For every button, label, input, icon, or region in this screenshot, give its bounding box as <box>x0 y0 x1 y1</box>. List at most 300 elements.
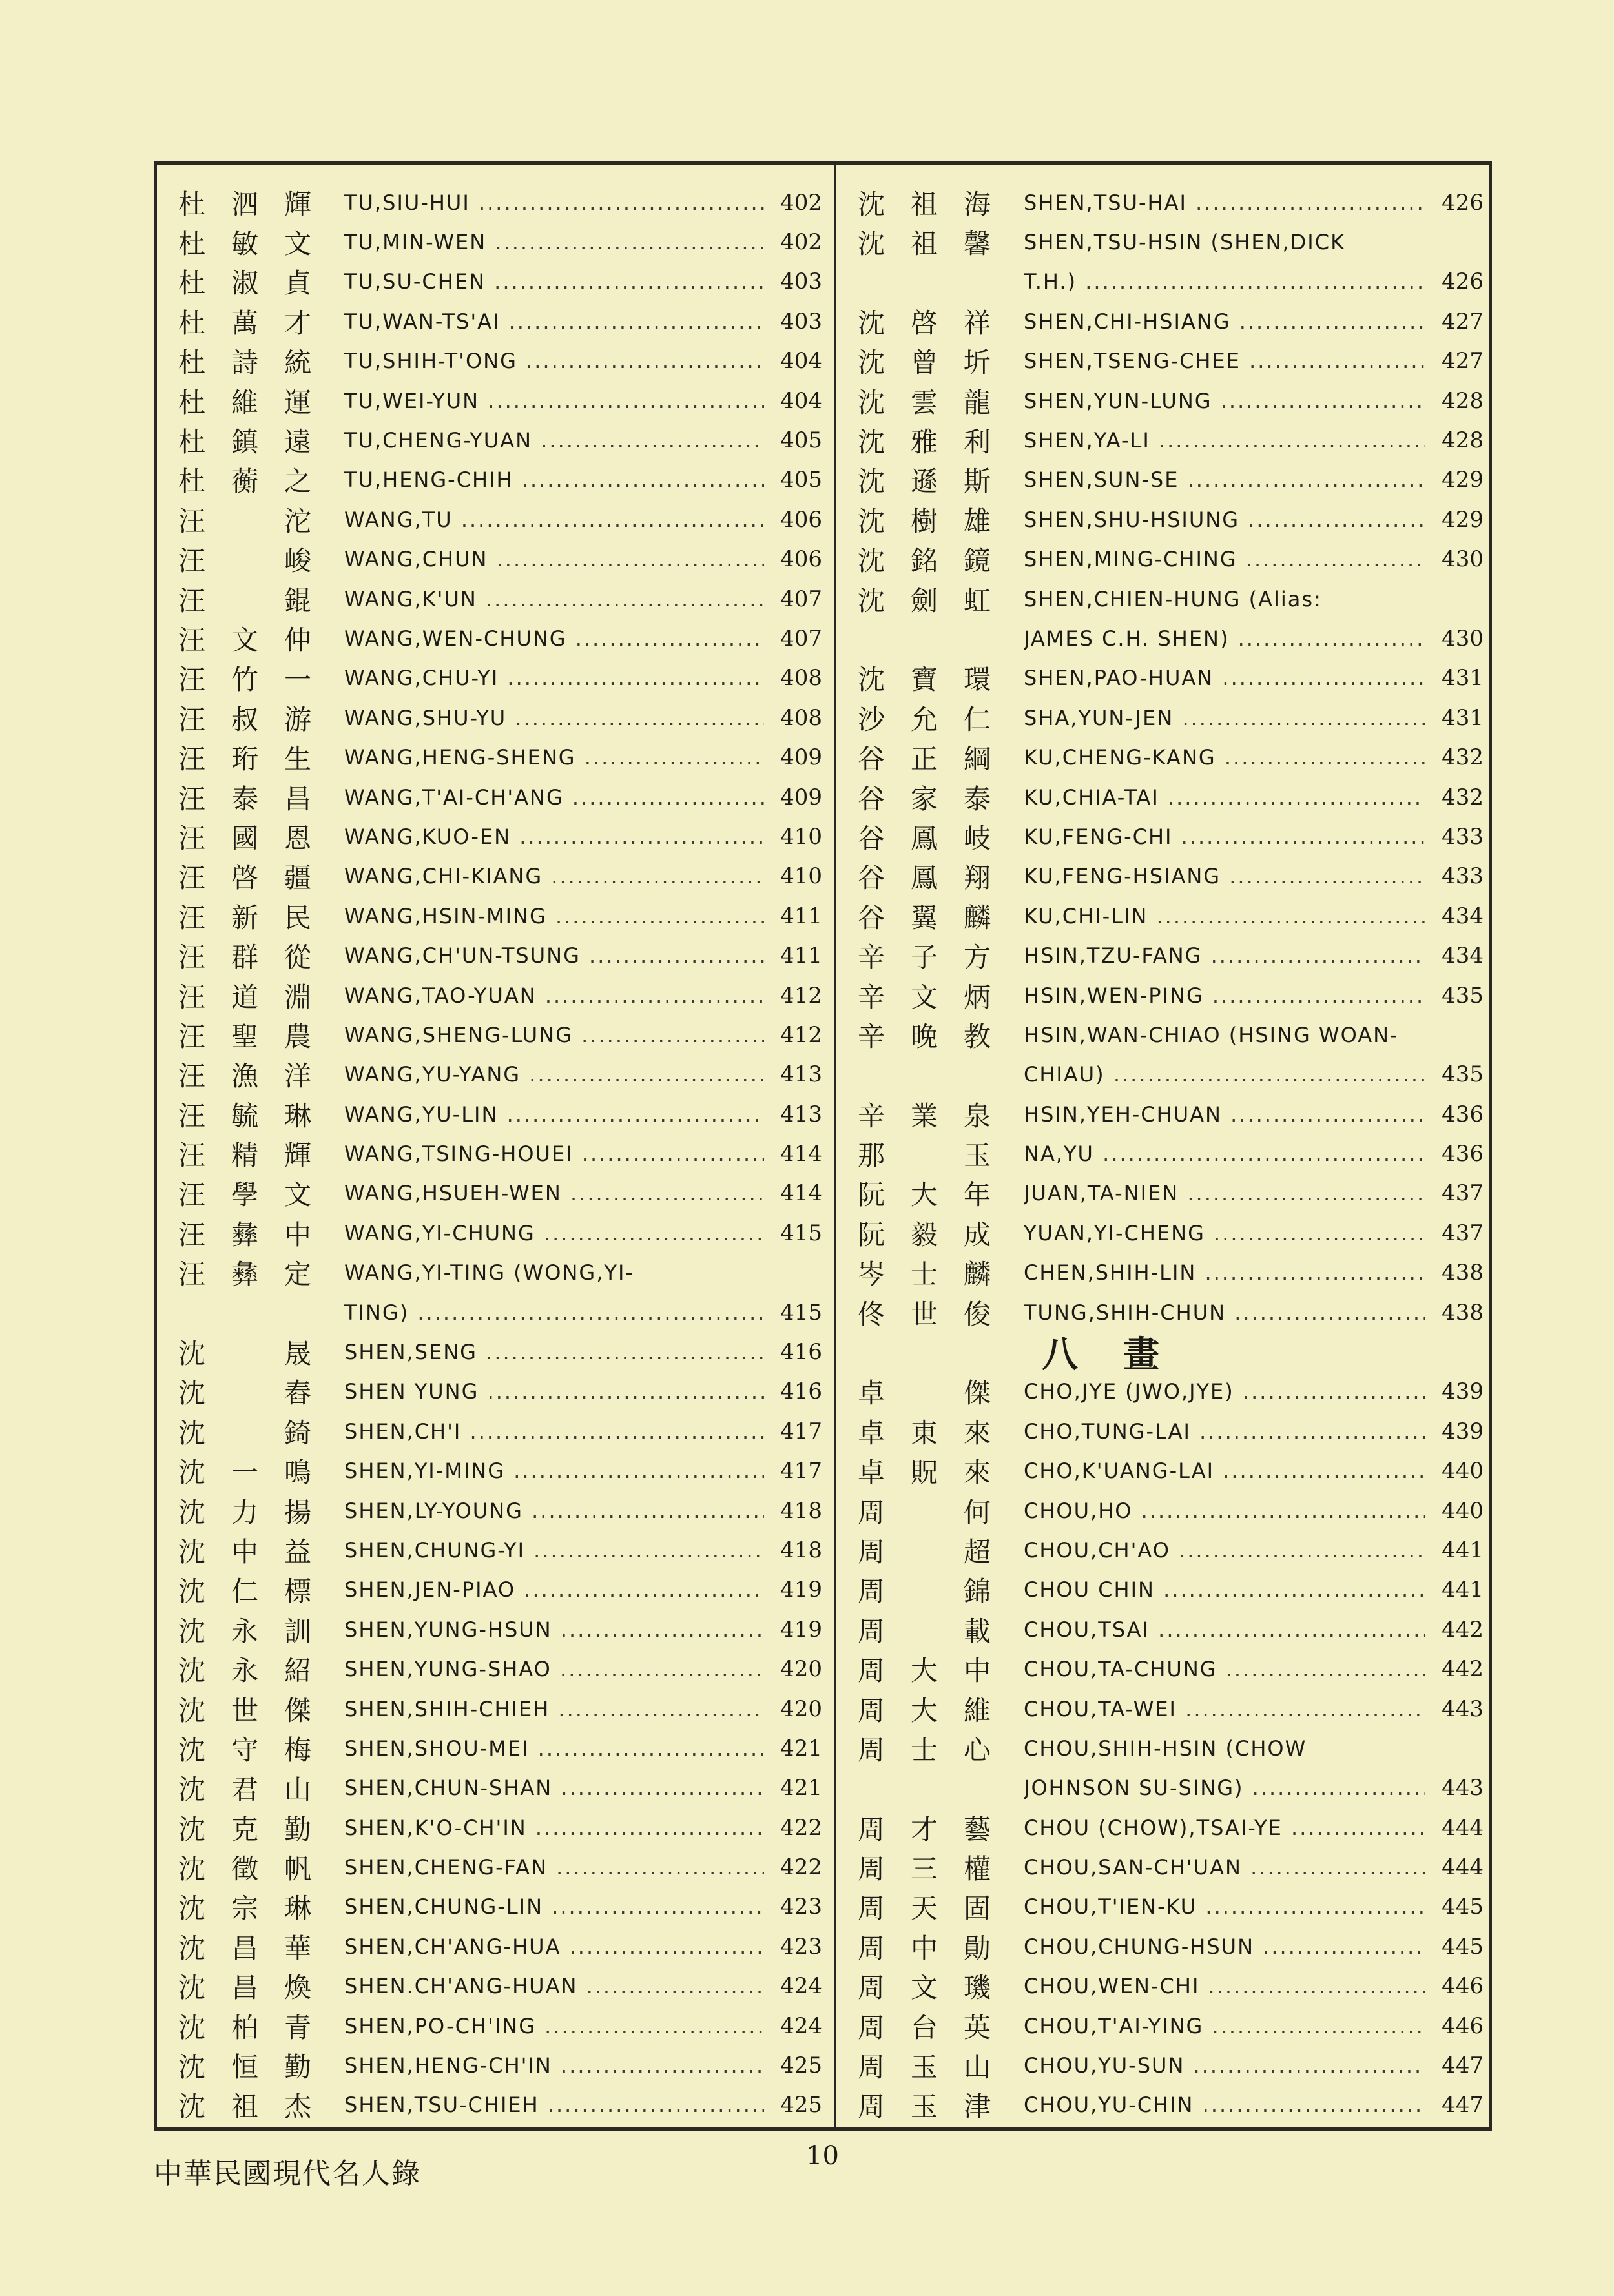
index-entry <box>836 737 1495 777</box>
chinese-name <box>157 1016 344 1054</box>
romanized-name: CHOU,YU-CHIN ..... <box>1024 2093 1425 2117</box>
chinese-char: 谷 <box>857 743 885 775</box>
chinese-char: 才 <box>910 1813 938 1845</box>
chinese-char: 周 <box>857 2091 885 2123</box>
chinese-char: 士 <box>910 1734 938 1766</box>
chinese-char: 汪 <box>178 1218 205 1251</box>
romanized-name: SHEN,TSU-CHIEH ..... <box>344 2093 764 2117</box>
chinese-char: 中 <box>284 1218 311 1251</box>
chinese-name <box>836 1570 1024 1609</box>
chinese-char: 祖 <box>231 2091 258 2123</box>
chinese-name <box>836 778 1024 817</box>
chinese-char: 沈 <box>857 386 885 418</box>
page-ref: 403 <box>780 269 822 295</box>
chinese-char: 中 <box>963 1655 991 1687</box>
chinese-char: 沈 <box>178 1813 205 1845</box>
romanized-name: TUNG,SHIH-CHUN ..... <box>1024 1300 1425 1325</box>
chinese-char: 漁 <box>231 1060 258 1092</box>
page-ref: 423 <box>780 1894 822 1920</box>
chinese-char: 劍 <box>910 584 938 617</box>
romanized-name: WANG,YI-TING (WONG,YI- <box>344 1260 634 1286</box>
chinese-char: 鎮 <box>231 426 258 458</box>
page-ref: 419 <box>780 1616 822 1643</box>
chinese-name <box>836 1214 1024 1253</box>
index-entry <box>836 1451 1495 1491</box>
index-entry <box>157 619 834 658</box>
page-ref: 430 <box>1442 546 1484 573</box>
chinese-char: 周 <box>857 1892 885 1925</box>
chinese-name <box>836 1531 1024 1570</box>
romanized-name: WANG,YU-LIN ..... <box>344 1102 764 1127</box>
romanized-name: HSIN,YEH-CHUAN ..... <box>1024 1102 1425 1127</box>
romanized-name: WANG,CHUN ..... <box>344 547 764 571</box>
chinese-char: 生 <box>284 743 311 775</box>
romanized-name: WANG,HSUEH-WEN ..... <box>344 1181 764 1205</box>
romanized-name: SHEN.CH'ANG-HUAN ..... <box>344 1974 764 1998</box>
chinese-char: 錡 <box>284 1417 311 1449</box>
page-ref: 442 <box>1442 1616 1484 1643</box>
page-ref: 419 <box>780 1577 822 1603</box>
chinese-char: 岑 <box>857 1258 885 1291</box>
chinese-char: 周 <box>857 1853 885 1885</box>
romanized-name: CHOU,TA-CHUNG ..... <box>1024 1657 1425 1681</box>
chinese-char: 雲 <box>910 386 938 418</box>
chinese-char: 勛 <box>963 1932 991 1964</box>
chinese-name <box>836 976 1024 1015</box>
chinese-char: 道 <box>231 981 258 1013</box>
page-ref: 420 <box>780 1696 822 1722</box>
index-entry <box>836 1174 1495 1213</box>
chinese-name <box>157 1372 344 1411</box>
index-entry <box>836 2006 1495 2045</box>
chinese-char: 貺 <box>910 1457 938 1489</box>
chinese-char: 業 <box>910 1100 938 1132</box>
chinese-char: 守 <box>231 1734 258 1766</box>
index-entry <box>157 1411 834 1451</box>
chinese-name <box>157 857 344 896</box>
chinese-name <box>836 1887 1024 1926</box>
chinese-char: 華 <box>284 1932 311 1964</box>
chinese-name <box>157 302 344 341</box>
chinese-char: 汪 <box>178 1060 205 1092</box>
chinese-char: 辛 <box>857 941 885 974</box>
page-ref: 402 <box>780 229 822 256</box>
chinese-name <box>836 2086 1024 2124</box>
section-heading: 八畫 <box>1042 1333 1205 1377</box>
chinese-char: 周 <box>857 2011 885 2044</box>
chinese-char: 泰 <box>231 783 258 815</box>
chinese-char: 啓 <box>910 307 938 339</box>
romanized-name: SHEN,SHOU-MEI ..... <box>344 1736 764 1761</box>
chinese-name <box>157 659 344 697</box>
chinese-char: 揚 <box>284 1496 311 1528</box>
chinese-name <box>836 1016 1024 1054</box>
page-ref: 417 <box>780 1418 822 1444</box>
chinese-char: 沈 <box>178 1417 205 1449</box>
index-entry <box>836 302 1495 341</box>
chinese-char: 沈 <box>857 505 885 537</box>
index-entry <box>157 1927 834 1966</box>
page-ref: 411 <box>780 943 822 969</box>
page-ref: 408 <box>780 665 822 692</box>
page-ref: 411 <box>780 903 822 929</box>
chinese-char: 允 <box>910 703 938 735</box>
page-ref: 405 <box>780 427 822 454</box>
chinese-char: 新 <box>231 901 258 934</box>
chinese-char: 中 <box>231 1535 258 1568</box>
page-ref: 427 <box>1442 348 1484 374</box>
chinese-name <box>157 1570 344 1609</box>
chinese-char: 蘅 <box>231 466 258 498</box>
chinese-name <box>836 302 1024 341</box>
chinese-name <box>157 1412 344 1451</box>
chinese-char: 敏 <box>231 228 258 260</box>
romanized-name: SHEN,YUNG-HSUN ..... <box>344 1617 764 1642</box>
chinese-char: 訓 <box>284 1615 311 1647</box>
index-entry <box>836 777 1495 817</box>
chinese-char: 昌 <box>231 1972 258 2004</box>
romanized-name: KU,CHI-LIN ..... <box>1024 904 1425 928</box>
chinese-char <box>898 1491 950 1530</box>
chinese-name <box>836 1848 1024 1887</box>
romanized-name: SHEN,TSU-HSIN (SHEN,DICK <box>1024 230 1346 255</box>
chinese-char: 阮 <box>857 1179 885 1211</box>
chinese-char: 杜 <box>178 188 205 220</box>
chinese-char: 沈 <box>857 228 885 260</box>
index-entry <box>836 1253 1495 1293</box>
chinese-char: 東 <box>910 1417 938 1449</box>
chinese-char: 卓 <box>857 1457 885 1489</box>
index-entry <box>157 1728 834 1768</box>
chinese-char: 精 <box>231 1140 258 1172</box>
index-entry <box>836 342 1495 381</box>
chinese-char: 年 <box>963 1179 991 1211</box>
chinese-name <box>157 1887 344 1926</box>
index-entry <box>836 500 1495 539</box>
chinese-char: 大 <box>910 1179 938 1211</box>
chinese-char: 沈 <box>857 347 885 379</box>
index-entry <box>836 222 1495 261</box>
index-entry <box>836 698 1495 737</box>
chinese-char: 竹 <box>231 664 258 696</box>
chinese-name <box>157 382 344 420</box>
chinese-char: 毓 <box>231 1100 258 1132</box>
chinese-char: 教 <box>963 1020 991 1052</box>
romanized-name: CHOU,TSAI ..... <box>1024 1617 1425 1642</box>
page-ref: 433 <box>1442 863 1484 890</box>
chinese-char: 翔 <box>963 862 991 894</box>
chinese-name <box>157 1214 344 1253</box>
chinese-char: 游 <box>284 703 311 735</box>
chinese-char: 沙 <box>857 703 885 735</box>
chinese-char: 沈 <box>178 2051 205 2084</box>
page-ref: 404 <box>780 387 822 414</box>
chinese-char: 方 <box>963 941 991 974</box>
page-ref: 441 <box>1442 1537 1484 1563</box>
page-ref: 403 <box>780 308 822 334</box>
romanized-name: WANG,CH'UN-TSUNG ..... <box>344 943 764 968</box>
chinese-char: 汪 <box>178 584 205 617</box>
chinese-name <box>157 619 344 658</box>
page-ref: 428 <box>1442 427 1484 454</box>
romanized-name: WANG,CHU-YI ..... <box>344 666 764 690</box>
chinese-char: 沈 <box>857 545 885 577</box>
romanized-name: SHEN,JEN-PIAO ..... <box>344 1577 764 1602</box>
romanized-name: T.H.) ..... <box>1024 269 1425 294</box>
romanized-name: SHEN,CHIEN-HUNG (Alias: <box>1024 586 1322 611</box>
index-entry <box>157 936 834 975</box>
index-entry <box>157 1253 834 1293</box>
chinese-char: 沈 <box>178 1655 205 1687</box>
chinese-char: 徵 <box>231 1853 258 1885</box>
romanized-name: HSIN,TZU-FANG ..... <box>1024 943 1425 968</box>
page-ref: 444 <box>1442 1854 1484 1881</box>
romanized-name: SHEN,YA-LI ..... <box>1024 428 1425 453</box>
chinese-char: 一 <box>231 1457 258 1489</box>
romanized-name: TU,CHENG-YUAN ..... <box>344 428 764 453</box>
chinese-char: 谷 <box>857 822 885 854</box>
index-entry <box>836 1055 1495 1094</box>
index-entry <box>836 1570 1495 1610</box>
chinese-char: 佟 <box>857 1298 885 1330</box>
romanized-name: SHEN,SENG ..... <box>344 1340 764 1364</box>
chinese-char: 晚 <box>910 1020 938 1052</box>
chinese-char: 天 <box>910 1892 938 1925</box>
chinese-name <box>836 857 1024 896</box>
chinese-name <box>157 342 344 380</box>
chinese-char: 沈 <box>178 1496 205 1528</box>
chinese-char: 杜 <box>178 426 205 458</box>
chinese-char <box>219 1412 271 1451</box>
chinese-char: 帆 <box>284 1853 311 1885</box>
chinese-name <box>157 1768 344 1807</box>
index-entry <box>836 896 1495 936</box>
index-entry <box>157 222 834 261</box>
romanized-name: SHEN,CHUN-SHAN ..... <box>344 1776 764 1800</box>
chinese-name <box>157 976 344 1015</box>
page-ref: 407 <box>780 625 822 651</box>
romanized-name: HSIN,WEN-PING ..... <box>1024 983 1425 1008</box>
chinese-char: 琳 <box>284 1100 311 1132</box>
chinese-char: 柏 <box>231 2011 258 2044</box>
chinese-char: 固 <box>963 1892 991 1925</box>
romanized-name: YUAN,YI-CHENG ..... <box>1024 1221 1425 1245</box>
chinese-name <box>836 1729 1024 1768</box>
page-ref: 422 <box>780 1854 822 1881</box>
chinese-char <box>219 540 271 579</box>
chinese-char: 紹 <box>284 1655 311 1687</box>
chinese-char: 家 <box>910 783 938 815</box>
page-ref: 446 <box>1442 1973 1484 2000</box>
page-ref: 443 <box>1442 1775 1484 1801</box>
page-ref: 436 <box>1442 1141 1484 1167</box>
index-entry <box>836 1213 1495 1253</box>
romanized-name: SHEN,TSU-HAI ..... <box>1024 190 1425 215</box>
index-entry <box>836 1847 1495 1887</box>
romanized-name: KU,CHENG-KANG ..... <box>1024 745 1425 770</box>
index-entry <box>157 302 834 341</box>
page-ref: 414 <box>780 1180 822 1207</box>
page-ref: 404 <box>780 348 822 374</box>
page-ref: 433 <box>1442 823 1484 850</box>
index-entry <box>836 1530 1495 1570</box>
chinese-char: 克 <box>231 1813 258 1845</box>
page-ref: 426 <box>1442 269 1484 295</box>
page-ref: 410 <box>780 823 822 850</box>
page-ref: 430 <box>1442 625 1484 651</box>
chinese-char: 勤 <box>284 2051 311 2084</box>
chinese-char: 運 <box>284 386 311 418</box>
chinese-char: 樹 <box>910 505 938 537</box>
chinese-char: 鳳 <box>910 822 938 854</box>
page-ref: 435 <box>1442 1061 1484 1088</box>
index-entry <box>157 1055 834 1094</box>
index-entry <box>157 1649 834 1688</box>
index-entry <box>836 460 1495 500</box>
chinese-char: 海 <box>963 188 991 220</box>
romanized-name: SHEN,HENG-CH'IN ..... <box>344 2053 764 2078</box>
chinese-char: 傑 <box>963 1377 991 1409</box>
chinese-char: 環 <box>963 664 991 696</box>
page-ref: 418 <box>780 1497 822 1524</box>
chinese-name <box>157 1253 344 1292</box>
chinese-char: 仲 <box>284 624 311 656</box>
chinese-char: 沈 <box>857 426 885 458</box>
chinese-name <box>836 2007 1024 2045</box>
page-ref: 443 <box>1442 1696 1484 1722</box>
book-title-footer: 中華民國現代名人錄 <box>154 2157 421 2190</box>
index-entry <box>157 857 834 896</box>
chinese-char: 汪 <box>178 862 205 894</box>
romanized-name: WANG,TU ..... <box>344 507 764 532</box>
chinese-name <box>836 500 1024 539</box>
index-entry <box>836 1649 1495 1688</box>
romanized-name: JAMES C.H. SHEN) ..... <box>1024 626 1425 651</box>
romanized-name: SHEN YUNG ..... <box>344 1379 764 1404</box>
chinese-char: 益 <box>284 1535 311 1568</box>
chinese-char: 沈 <box>857 466 885 498</box>
page-ref: 436 <box>1442 1101 1484 1127</box>
chinese-name <box>157 1531 344 1570</box>
chinese-char: 心 <box>963 1734 991 1766</box>
chinese-char: 沈 <box>178 1734 205 1766</box>
index-entry <box>157 1174 834 1213</box>
chinese-char: 遜 <box>910 466 938 498</box>
romanized-name: CHOU (CHOW),TSAI-YE ..... <box>1024 1816 1425 1840</box>
romanized-name: TU,WAN-TS'AI ..... <box>344 309 764 334</box>
chinese-char: 雄 <box>963 505 991 537</box>
romanized-name: SHEN,MING-CHING ..... <box>1024 547 1425 571</box>
index-entry <box>836 1768 1495 1808</box>
chinese-char: 沈 <box>178 1615 205 1647</box>
chinese-char: 麟 <box>963 1258 991 1291</box>
page-ref: 434 <box>1442 943 1484 969</box>
chinese-char: 彝 <box>231 1218 258 1251</box>
index-entry <box>836 2045 1495 2085</box>
romanized-name: CHO,K'UANG-LAI ..... <box>1024 1459 1425 1483</box>
index-entry <box>157 381 834 420</box>
chinese-char: 杜 <box>178 228 205 260</box>
chinese-char: 沈 <box>857 188 885 220</box>
romanized-name: CHOU,T'AI-YING ..... <box>1024 2014 1425 2038</box>
chinese-char: 周 <box>857 1734 885 1766</box>
chinese-char: 沈 <box>857 584 885 617</box>
romanized-name: CHOU,CH'AO ..... <box>1024 1538 1425 1563</box>
chinese-name <box>836 1174 1024 1213</box>
chinese-char: 才 <box>284 307 311 339</box>
chinese-char: 傑 <box>284 1694 311 1727</box>
page-ref: 442 <box>1442 1656 1484 1683</box>
stroke-count-heading <box>836 1332 1495 1377</box>
page-ref: 421 <box>780 1735 822 1761</box>
romanized-name: WANG,TSING-HOUEI ..... <box>344 1142 764 1166</box>
chinese-char: 三 <box>910 1853 938 1885</box>
romanized-name: TU,SU-CHEN ..... <box>344 269 764 294</box>
page-ref: 415 <box>780 1220 822 1246</box>
chinese-char: 沈 <box>178 1853 205 1885</box>
chinese-char: 永 <box>231 1615 258 1647</box>
romanized-name: TU,HENG-CHIH ..... <box>344 467 764 492</box>
chinese-name <box>157 1967 344 2005</box>
page-ref: 409 <box>780 744 822 771</box>
index-entry <box>157 1094 834 1134</box>
page-ref: 445 <box>1442 1894 1484 1920</box>
chinese-name <box>836 1253 1024 1292</box>
chinese-char: 虹 <box>963 584 991 617</box>
chinese-char <box>898 1134 950 1173</box>
chinese-name <box>157 1491 344 1530</box>
index-entry <box>157 1808 834 1847</box>
chinese-name <box>157 540 344 579</box>
chinese-char: 鏡 <box>963 545 991 577</box>
chinese-char: 輝 <box>284 188 311 220</box>
chinese-char: 綱 <box>963 743 991 775</box>
romanized-name: CHOU,TA-WEI ..... <box>1024 1697 1425 1721</box>
index-entry <box>836 817 1495 856</box>
index-entry <box>157 1372 834 1411</box>
romanized-name: CHOU,HO ..... <box>1024 1499 1425 1523</box>
chinese-name <box>157 936 344 975</box>
chinese-name <box>157 699 344 737</box>
romanized-name: WANG,T'AI-CH'ANG ..... <box>344 785 764 810</box>
chinese-char: 國 <box>231 822 258 854</box>
page-ref: 417 <box>780 1458 822 1484</box>
chinese-char: 青 <box>284 2011 311 2044</box>
chinese-char: 汪 <box>178 1179 205 1211</box>
chinese-char: 權 <box>963 1853 991 1885</box>
chinese-char: 泉 <box>963 1100 991 1132</box>
page-ref: 424 <box>780 2013 822 2039</box>
chinese-name <box>836 1412 1024 1451</box>
chinese-char: 璣 <box>963 1972 991 2004</box>
index-entry <box>157 1768 834 1808</box>
index-entry <box>157 1332 834 1371</box>
chinese-char: 泰 <box>963 783 991 815</box>
romanized-name: WANG,SHU-YU ..... <box>344 706 764 730</box>
chinese-char: 士 <box>910 1258 938 1291</box>
page-ref: 423 <box>780 1933 822 1960</box>
chinese-char: 沈 <box>178 1694 205 1727</box>
chinese-name <box>836 1690 1024 1728</box>
chinese-char: 超 <box>963 1535 991 1568</box>
romanized-name: SHEN,SHU-HSIUNG ..... <box>1024 507 1425 532</box>
chinese-char <box>219 1372 271 1411</box>
chinese-char: 之 <box>284 466 311 498</box>
index-entry <box>157 2006 834 2045</box>
chinese-char: 標 <box>284 1575 311 1608</box>
chinese-char: 文 <box>910 1972 938 2004</box>
chinese-char: 中 <box>910 1932 938 1964</box>
